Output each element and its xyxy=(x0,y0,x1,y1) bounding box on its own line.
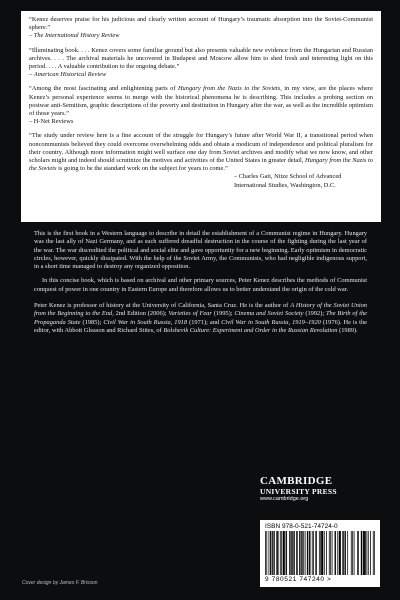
barcode-bar xyxy=(361,531,362,575)
barcode-bar xyxy=(329,531,330,575)
book-title: Bolshevik Culture: Experiment and Order in the Russian Revolution xyxy=(163,326,338,334)
barcode-bar xyxy=(301,531,302,575)
barcode-bar xyxy=(357,531,358,575)
barcode-bar xyxy=(364,531,365,575)
barcode-bar xyxy=(337,531,338,575)
barcode-bar xyxy=(354,531,355,575)
quote-source xyxy=(29,32,373,40)
book-title: A History of the Soviet Union from the Beginning to the End xyxy=(34,302,367,318)
barcode-bar xyxy=(342,531,343,575)
barcode-bar xyxy=(286,531,287,575)
credit-label: Cover design by xyxy=(22,580,60,586)
barcode-bar xyxy=(320,531,321,575)
quote-source xyxy=(29,71,373,79)
source-name: The International History Review xyxy=(33,32,120,40)
barcode-bar xyxy=(322,531,323,575)
book-title: The Birth of the Propaganda State xyxy=(34,310,368,326)
barcode-bar xyxy=(330,531,331,575)
publisher-url: www.cambridge.org xyxy=(260,496,309,502)
barcode-bar xyxy=(335,531,336,575)
book-title: Varieties of Fear xyxy=(168,310,212,318)
quote-source: – H-Net Reviews xyxy=(29,118,74,126)
barcode-bar xyxy=(351,531,352,575)
quote-text-part: “The study under review here is a fine account of the struggle for Hungary’s future after World War II, a transitional period when noncommunists believed they could overcome overwhelming odds and obtain a modicum of independence and political pluralism for their country. Although more information might well surface one day from Soviet archives and modify what we now know, and other scholars might and indeed should scrutinize the motives and activities of the United States in greater detail, xyxy=(29,132,373,165)
source-line: – Charles Gati, Nitze School of Advanced xyxy=(234,173,342,181)
barcode-bar xyxy=(292,531,293,575)
barcode-bar xyxy=(321,531,322,575)
book-description xyxy=(34,230,367,341)
barcode-bar xyxy=(316,531,317,575)
quote-text-part: “Among the most fascinating and enlightening parts of xyxy=(29,85,178,93)
barcode-bar xyxy=(339,531,340,575)
source-line: International Studies, Washington, D.C. xyxy=(234,181,336,189)
barcode-bar xyxy=(265,531,266,575)
barcode-bar xyxy=(309,531,310,575)
barcode-bar xyxy=(332,531,333,575)
book-title: Civil War in South Russia, 1919–1920 xyxy=(221,318,321,326)
barcode-number: 9 780521 747240 xyxy=(265,576,325,583)
barcode-bar xyxy=(281,531,282,575)
publisher-name: CAMBRIDGE xyxy=(260,475,333,487)
barcode-bar xyxy=(300,531,301,575)
author-bio xyxy=(34,302,367,335)
barcode-bar xyxy=(270,531,271,575)
bio-text: (1995); xyxy=(211,310,235,318)
review-quote xyxy=(29,47,373,80)
barcode-bar xyxy=(310,531,311,575)
barcode-mark: > xyxy=(327,576,332,583)
barcode-bar xyxy=(290,531,291,575)
bio-text: (1976). He is the editor, with Abbott Gleason and Richard Stites, of xyxy=(34,318,367,334)
review-quotes-panel xyxy=(21,11,381,222)
barcode-bar xyxy=(299,531,300,575)
quote-source xyxy=(234,173,373,189)
bio-text: , 2nd Edition (2006); xyxy=(112,310,169,318)
barcode-bar xyxy=(315,531,316,575)
barcode-bar xyxy=(312,531,313,575)
barcode-bar xyxy=(293,531,294,575)
barcode-bar xyxy=(340,531,341,575)
barcode-bar xyxy=(269,531,270,575)
barcode-bar xyxy=(266,531,267,575)
barcode-bar xyxy=(289,531,290,575)
barcode xyxy=(265,531,375,575)
barcode-bar xyxy=(296,531,297,575)
bio-text: (1971); and xyxy=(187,318,222,326)
barcode-bar xyxy=(335,531,336,575)
barcode-bar xyxy=(326,531,327,575)
barcode-bar xyxy=(283,531,284,575)
review-quote xyxy=(29,132,373,189)
barcode-bar xyxy=(373,531,374,575)
book-title: Cinema and Soviet Society xyxy=(234,310,304,318)
description-paragraph: In this concise book, which is based on archival and other primary sources, Peter Kenez describes the methods of Communist conquest of power in one country in Eastern Europe and therefore allows us to better understand the origin of the cold war. xyxy=(34,277,367,293)
barcode-bar xyxy=(272,531,273,575)
barcode-bar xyxy=(302,531,303,575)
description-paragraph: This is the first book in a Western language to describe in detail the establishment of a Communist regime in Hungary. Hungary was the last ally of Nazi Germany, and as such suffered dreadful destruction in the course of the fighting during the last year of the war. The war discredited the political and social elite and gave opportunity for a new beginning. Early optimism in democratic circles, however, quickly dissipated. With the help of the Soviet Army, the Communists, who had negligible indigenous support, in a short time managed to destroy any organized opposition. xyxy=(34,230,367,271)
barcode-bar xyxy=(286,531,287,575)
book-title: Hungary from the Nazis to the Soviets xyxy=(177,85,281,93)
barcode-bar xyxy=(374,531,375,575)
barcode-bar xyxy=(280,531,281,575)
barcode-bar xyxy=(363,531,364,575)
credit-name: James F. Brisson xyxy=(59,580,98,586)
barcode-bar xyxy=(277,531,278,575)
barcode-bar xyxy=(347,531,348,575)
barcode-bar xyxy=(370,531,371,575)
barcode-bar xyxy=(284,531,285,575)
quote-text-part: , in my view, are the places where Kenez’s personal experience seems to merge with the historical phenomena he is describing. This includes a probing section on postwar anti-Semitism, graphic descriptions of the poverty and destitution in Hungary after the war, as well as the incredible optimism of those years.” xyxy=(29,85,373,118)
cover-credit xyxy=(22,580,98,586)
barcode-bar xyxy=(322,531,323,575)
barcode-bar xyxy=(278,531,279,575)
barcode-bar xyxy=(313,531,314,575)
source-dash: – xyxy=(29,71,34,79)
barcode-graphic xyxy=(265,531,375,575)
source-name: American Historical Review xyxy=(33,71,107,79)
barcode-bar xyxy=(274,531,275,575)
barcode-bar xyxy=(291,531,292,575)
source-dash: – xyxy=(29,32,34,40)
quote-text-part: is going to be the standard work on the subject for years to come.” xyxy=(56,165,228,173)
barcode-bar xyxy=(345,531,346,575)
barcode-bar xyxy=(283,531,284,575)
barcode-bar xyxy=(294,531,295,575)
quote-text: “Illuminating book. . . . Kenez covers some familiar ground but also presents valuable new evidence from the Hungarian and Russian archives. . . . The archival materials he uncovered in Budapest and Moscow allow him to shed fresh and interesting light on this period. . . . A valuable contribution to the ongoing debate.” xyxy=(29,46,373,71)
quote-text: “Kenez deserves praise for his judicious and clearly written account of Hungary’s traumatic absorption into the Soviet-Communist sphere.” xyxy=(29,16,373,32)
barcode-bar xyxy=(366,531,367,575)
review-quote xyxy=(29,16,373,41)
bio-text: Peter Kenez is professor of history at the University of California, Santa Cruz. He is the author of xyxy=(34,302,291,310)
barcode-bar xyxy=(340,531,341,575)
barcode-bar xyxy=(297,531,298,575)
barcode-bar xyxy=(276,531,277,575)
review-quote xyxy=(29,85,373,126)
quote-text xyxy=(29,132,373,173)
publisher-subname: UNIVERSITY PRESS xyxy=(260,487,337,496)
barcode-bar xyxy=(319,531,320,575)
barcode-bar xyxy=(362,531,363,575)
barcode-bar xyxy=(344,531,345,575)
bio-text: (1992); xyxy=(303,310,326,318)
barcode-bar xyxy=(365,531,366,575)
barcode-bar xyxy=(368,531,369,575)
barcode-bar xyxy=(273,531,274,575)
barcode-bar xyxy=(307,531,308,575)
barcode-bar xyxy=(308,531,309,575)
publisher-logo xyxy=(260,476,380,503)
barcode-digits xyxy=(265,576,375,584)
book-title: Civil War in South Russia, 1918 xyxy=(103,318,188,326)
quote-text xyxy=(29,85,373,118)
barcode-panel xyxy=(260,520,380,587)
book-title: Hungary from the Nazis to the Soviets xyxy=(29,157,373,173)
barcode-bar xyxy=(303,531,304,575)
barcode-bar xyxy=(364,531,365,575)
bio-text: (1989). xyxy=(337,326,358,334)
barcode-bar xyxy=(271,531,272,575)
barcode-bar xyxy=(358,531,359,575)
barcode-bar xyxy=(352,531,353,575)
barcode-bar xyxy=(343,531,344,575)
isbn-label: ISBN 978-0-521-74724-0 xyxy=(265,523,338,530)
barcode-bar xyxy=(305,531,306,575)
barcode-bar xyxy=(324,531,325,575)
bio-text: (1985); xyxy=(80,318,104,326)
